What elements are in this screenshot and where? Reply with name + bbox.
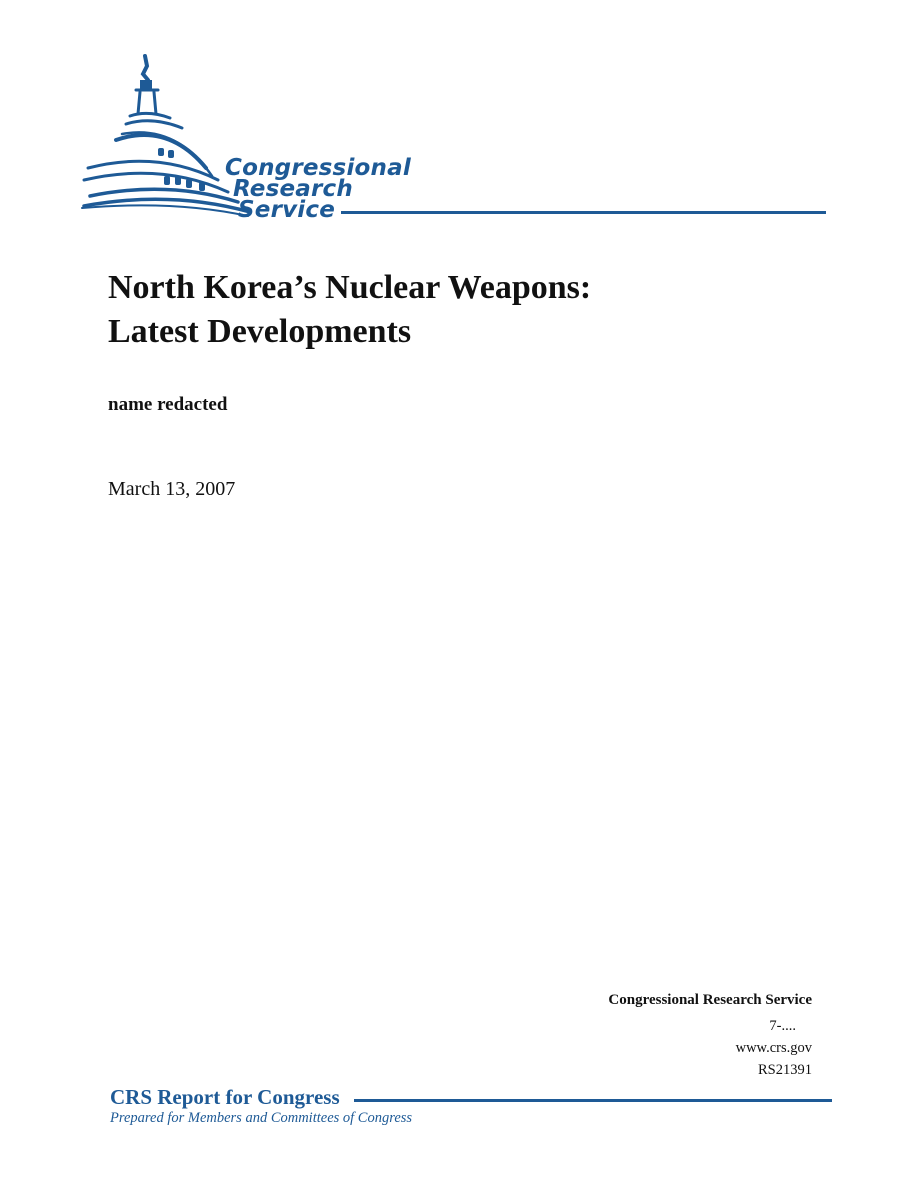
report-number: RS21391 (758, 1062, 812, 1078)
report-date: March 13, 2007 (108, 478, 236, 500)
logo-text-service: Service (238, 197, 336, 223)
footer-subtitle: Prepared for Members and Committees of Congress (110, 1110, 413, 1126)
contact-website-link[interactable]: www.crs.gov (735, 1040, 812, 1056)
logo-text-congressional: Congressional (225, 155, 411, 181)
contact-org: Congressional Research Service (608, 992, 812, 1008)
footer-divider (354, 1099, 832, 1102)
author-name: name redacted (108, 394, 228, 415)
report-title-line2: Latest Developments (108, 313, 412, 350)
contact-phone: 7-.... (769, 1018, 796, 1034)
contact-block (608, 989, 812, 1081)
report-title-line1: North Korea’s Nuclear Weapons: (108, 269, 592, 306)
report-title (108, 266, 828, 354)
capitol-dome-icon (78, 52, 838, 232)
logo-text-research: Research (233, 176, 353, 202)
footer-title: CRS Report for Congress (110, 1085, 340, 1109)
